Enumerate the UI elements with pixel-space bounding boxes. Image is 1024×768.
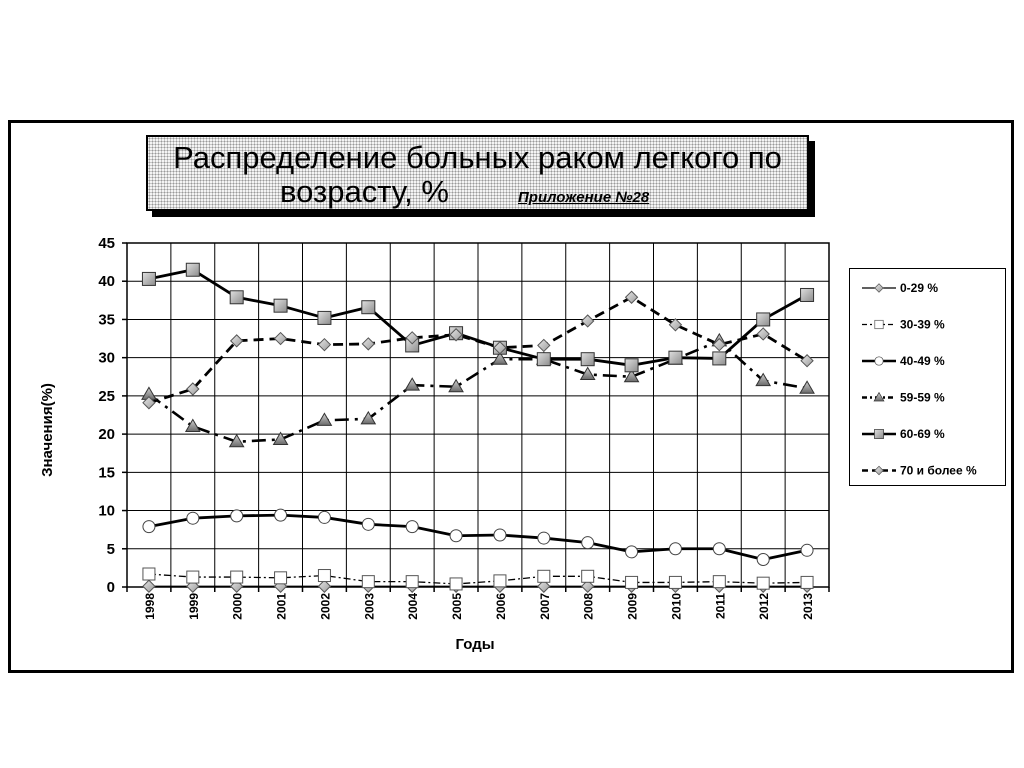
- data-point: [713, 543, 725, 555]
- data-point: [450, 578, 462, 590]
- data-point: [187, 571, 199, 583]
- data-point: [494, 529, 506, 541]
- y-tick-label: 25: [98, 387, 115, 405]
- legend-label: 0-29 %: [900, 281, 939, 295]
- y-tick-label: 0: [106, 579, 115, 596]
- chart-title-line2: возрасту, %: [280, 174, 449, 209]
- data-point: [669, 543, 681, 555]
- legend-marker: [874, 429, 883, 438]
- data-point: [713, 352, 726, 365]
- data-point: [494, 575, 506, 587]
- x-tick-label: 2011: [713, 593, 728, 620]
- data-point: [275, 509, 287, 521]
- data-point: [142, 272, 155, 285]
- y-tick-label: 5: [106, 540, 115, 558]
- data-point: [801, 576, 813, 588]
- data-point: [318, 570, 330, 582]
- legend-label: 60-69 %: [900, 427, 945, 441]
- data-point: [757, 553, 769, 565]
- y-tick-label: 35: [98, 311, 115, 329]
- data-point: [274, 299, 287, 312]
- data-point: [231, 510, 243, 522]
- data-point: [318, 511, 330, 523]
- legend-label: 40-49 %: [900, 354, 945, 368]
- data-point: [186, 263, 199, 276]
- data-point: [143, 568, 155, 580]
- y-tick-label: 15: [98, 464, 115, 482]
- data-point: [362, 576, 374, 588]
- data-point: [231, 571, 243, 583]
- legend-label: 30-39 %: [900, 317, 945, 332]
- x-tick-label: 2005: [450, 593, 465, 620]
- data-point: [318, 311, 331, 324]
- data-point: [406, 576, 418, 588]
- data-point: [230, 291, 243, 304]
- x-tick-label: 2002: [318, 593, 333, 620]
- x-tick-label: 2009: [625, 593, 640, 620]
- y-tick-label: 10: [98, 502, 115, 520]
- data-point: [187, 512, 199, 524]
- data-point: [362, 301, 375, 314]
- data-point: [801, 544, 813, 556]
- data-point: [669, 576, 681, 588]
- x-axis-label: Годы: [455, 636, 495, 653]
- data-point: [626, 546, 638, 558]
- y-tick-label: 40: [98, 273, 115, 291]
- y-axis-label: Значения(%): [39, 383, 56, 477]
- data-point: [450, 530, 462, 542]
- legend-label: 59-59 %: [900, 390, 945, 405]
- data-point: [713, 576, 725, 588]
- legend-marker: [875, 320, 883, 328]
- y-tick-label: 20: [98, 426, 115, 444]
- legend-marker: [875, 466, 883, 474]
- appendix-label: Приложение №28: [518, 189, 650, 206]
- chart-title-line1: Распределение больных раком легкого по: [173, 140, 782, 175]
- x-tick-label: 1999: [186, 593, 201, 620]
- data-point: [538, 570, 550, 582]
- data-point: [275, 572, 287, 584]
- data-point: [143, 521, 155, 533]
- x-tick-label: 2012: [757, 593, 772, 620]
- legend-marker: [875, 284, 883, 292]
- data-point: [537, 353, 550, 366]
- data-point: [582, 570, 594, 582]
- data-point: [626, 576, 638, 588]
- x-tick-label: 2010: [669, 593, 684, 620]
- data-point: [757, 577, 769, 589]
- data-point: [801, 288, 814, 301]
- data-point: [582, 537, 594, 549]
- y-tick-label: 45: [98, 235, 115, 252]
- x-tick-label: 2000: [230, 593, 245, 620]
- data-point: [669, 351, 682, 364]
- x-tick-label: 2003: [362, 593, 377, 620]
- x-tick-label: 1998: [142, 593, 157, 620]
- x-tick-label: 2007: [537, 593, 552, 620]
- data-point: [362, 518, 374, 530]
- legend-marker: [875, 357, 883, 365]
- x-tick-label: 2006: [493, 593, 508, 620]
- x-tick-label: 2013: [801, 593, 816, 620]
- data-point: [625, 359, 638, 372]
- x-tick-label: 2004: [406, 593, 421, 620]
- legend-label: 70 и более %: [900, 463, 977, 478]
- x-tick-label: 2001: [274, 593, 289, 620]
- data-point: [538, 532, 550, 544]
- data-point: [757, 313, 770, 326]
- data-point: [406, 521, 418, 533]
- x-tick-label: 2008: [581, 593, 596, 620]
- y-tick-label: 30: [98, 349, 115, 367]
- data-point: [581, 353, 594, 366]
